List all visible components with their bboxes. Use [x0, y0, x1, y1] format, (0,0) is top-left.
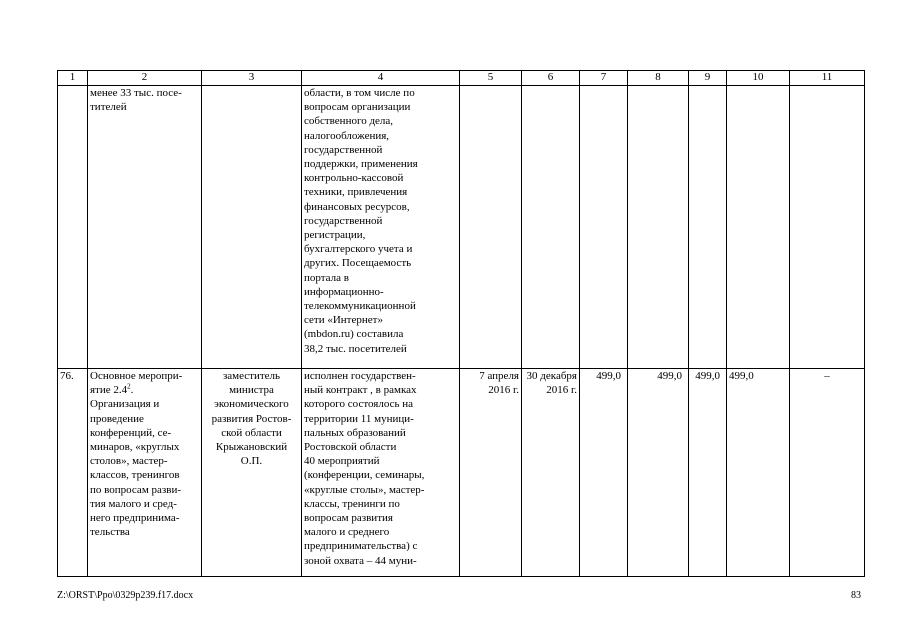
text-line: контрольно-кассовой: [304, 172, 404, 185]
text-line: пальных образований: [304, 426, 406, 439]
cell-value: 499,0: [689, 369, 727, 577]
text-line: «круглые столы», мастер-: [304, 483, 425, 496]
text-line: тителей: [90, 101, 127, 114]
cell-value: 499,0: [727, 369, 790, 577]
text-line: техники, привлечения: [304, 186, 408, 199]
text-line: 2016 г.: [488, 384, 519, 397]
text-line: конференций, се-: [90, 426, 172, 439]
text-line: тия малого и сред-: [90, 497, 177, 510]
cell-indicator: [88, 86, 202, 369]
text-line: ской области: [221, 426, 282, 439]
report-table: [57, 70, 865, 577]
cell-end: [522, 86, 580, 369]
text-fragment: .: [130, 384, 134, 397]
text-line: (конференции, семинары,: [304, 469, 425, 482]
text-line: О.П.: [240, 455, 263, 468]
col-header: 3: [202, 71, 302, 86]
text-line: классы, тренинги по: [304, 497, 400, 510]
text-line: налогообложения,: [304, 129, 390, 142]
cell-note: –: [790, 369, 865, 577]
cell-num: 76.: [58, 369, 88, 577]
col-header: 1: [58, 71, 88, 86]
cell-start: [460, 86, 522, 369]
text-line: тельства: [90, 526, 130, 539]
text-line: области, в том числе по: [304, 87, 415, 99]
text-line: государственной: [304, 214, 383, 227]
text-line: 30 декабря: [526, 370, 577, 382]
cell-result: [302, 369, 460, 577]
text-line: развития Ростов-: [211, 412, 292, 425]
col-header: 4: [302, 71, 460, 86]
text-line: [90, 383, 199, 397]
table-row-76: [58, 369, 865, 577]
text-line: классов, тренингов: [90, 469, 180, 482]
page-number: 83: [851, 590, 861, 601]
text-line: информационно-: [304, 285, 384, 298]
text-line: бухгалтерского учета и: [304, 243, 413, 256]
text-line: него предпринима-: [90, 512, 180, 525]
text-line: 2016 г.: [546, 384, 577, 397]
text-line: поддержки, применения: [304, 158, 418, 171]
text-line: вопросам развития: [304, 512, 393, 525]
text-fragment: ятие 2.4: [90, 384, 128, 397]
text-line: регистрации,: [304, 229, 366, 242]
cell-responsible: [202, 369, 302, 577]
text-line: Основное меропри-: [90, 370, 183, 382]
cell-num: [58, 86, 88, 369]
text-line: проведение: [90, 412, 144, 425]
cell-value: [727, 86, 790, 369]
text-line: малого и среднего: [304, 526, 390, 539]
text-line: зоной охвата – 44 муни-: [304, 554, 417, 567]
text-line: 38,2 тыс. посетителей: [304, 342, 407, 355]
text-line: заместитель: [222, 370, 281, 382]
cell-responsible: [202, 86, 302, 369]
col-header: 2: [88, 71, 202, 86]
text-line: 7 апреля: [479, 370, 519, 382]
cell-value: 499,0: [628, 369, 689, 577]
text-line: финансовых ресурсов,: [304, 200, 410, 213]
cell-value: [689, 86, 727, 369]
cell-value: [628, 86, 689, 369]
text-line: 40 мероприятий: [304, 455, 380, 468]
text-line: предпринимательства) с: [304, 540, 418, 553]
text-line: Организация и: [90, 398, 160, 411]
table-row-continued: [58, 86, 865, 369]
text-line: сети «Интернет»: [304, 314, 383, 327]
text-line: телекоммуникационной: [304, 300, 416, 313]
cell-value: [580, 86, 628, 369]
text-line: столов», мастер-: [90, 455, 168, 468]
text-line: портала в: [304, 271, 349, 284]
col-header: 9: [689, 71, 727, 86]
text-line: государственной: [304, 143, 383, 156]
file-path: Z:\ORST\Ppo\0329p239.f17.docx: [57, 590, 194, 601]
col-header: 8: [628, 71, 689, 86]
cell-note: [790, 86, 865, 369]
col-header: 6: [522, 71, 580, 86]
col-header: 5: [460, 71, 522, 86]
text-line: (mbdon.ru) составила: [304, 328, 404, 341]
cell-end: [522, 369, 580, 577]
text-line: вопросам организации: [304, 101, 411, 114]
col-header: 7: [580, 71, 628, 86]
text-line: Крыжановский: [215, 441, 288, 454]
text-line: по вопросам разви-: [90, 483, 181, 496]
text-line: министра: [229, 384, 274, 397]
text-line: собственного дела,: [304, 115, 394, 128]
text-line: Ростовской области: [304, 441, 397, 454]
text-line: исполнен государствен-: [304, 370, 416, 382]
text-line: других. Посещаемость: [304, 257, 412, 270]
text-line: ный контракт , в рамках: [304, 384, 417, 397]
cell-value: 499,0: [580, 369, 628, 577]
cell-result: [302, 86, 460, 369]
text-line: которого состоялось на: [304, 398, 414, 411]
column-number-row: [58, 71, 865, 86]
cell-indicator: [88, 369, 202, 577]
text-line: менее 33 тыс. посе-: [90, 87, 182, 99]
cell-start: [460, 369, 522, 577]
text-line: минаров, «круглых: [90, 441, 180, 454]
text-line: территории 11 муници-: [304, 412, 414, 425]
col-header: 10: [727, 71, 790, 86]
text-line: экономического: [214, 398, 289, 411]
col-header: 11: [790, 71, 865, 86]
superscript: 2: [127, 382, 131, 391]
